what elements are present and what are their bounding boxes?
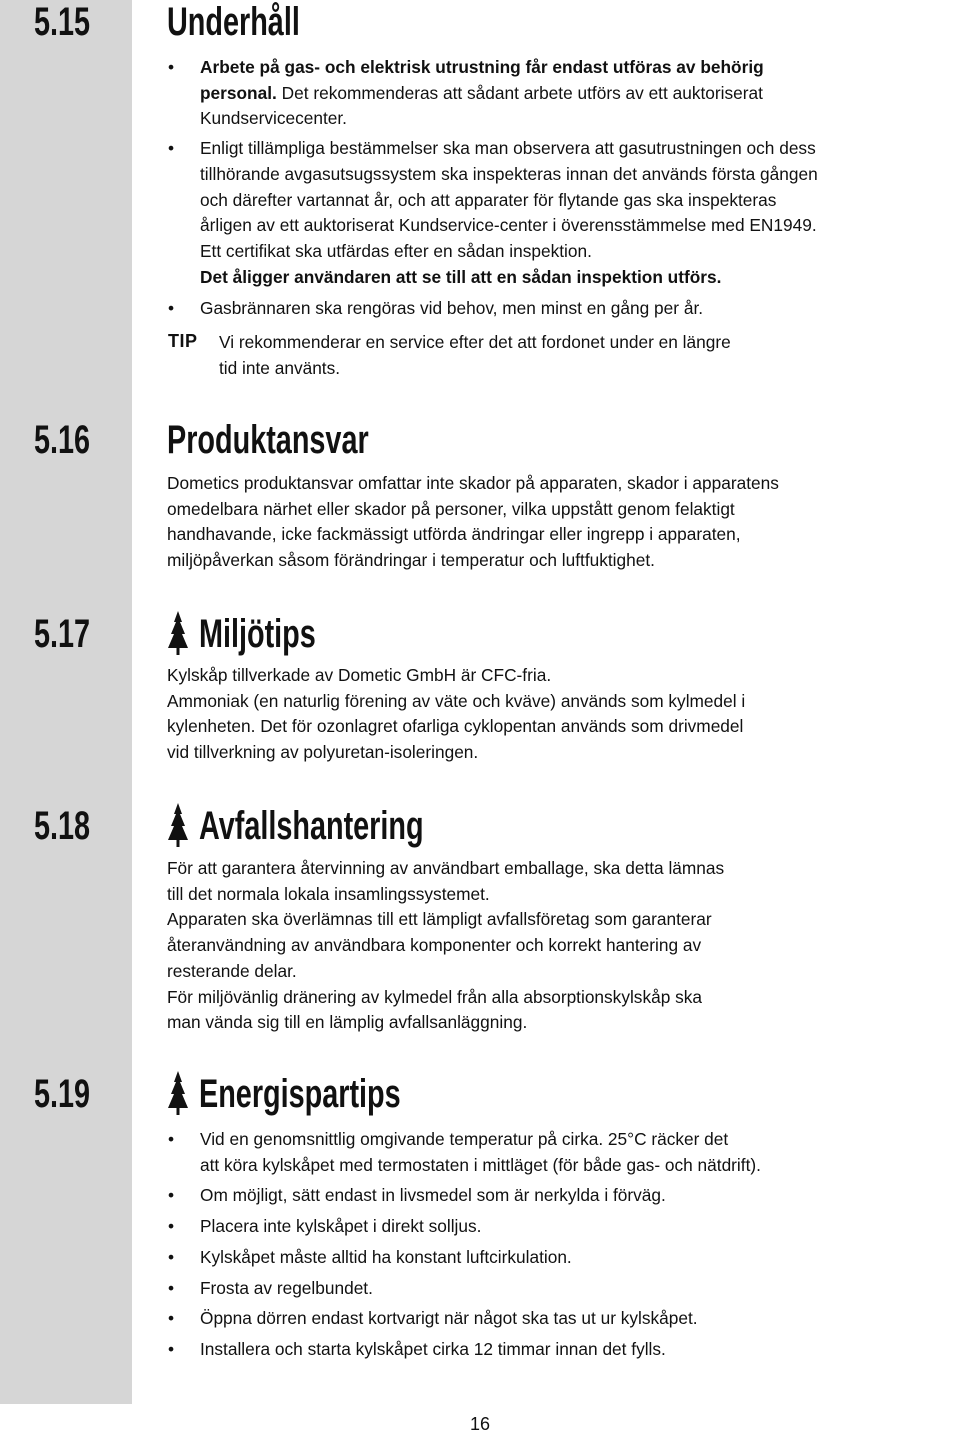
energy-tips-list bbox=[168, 1127, 761, 1363]
list-item: • Enligt tillämpliga bestämmelser ska man observera att gasutrustningen och dess tillhörande avgasutsugssystem ska inspekteras innan det används första gången och därefter vartannat år, och att apparater för flytande gas ska inspekteras årligen av ett auktoriserat Kundservice-center i överensstämmelse med EN1949. Ett certifikat ska utfärdas efter en sådan inspektion. Det åligger användaren att se till att en sådan inspektion utförs. bbox=[168, 138, 818, 287]
environment-paragraph: Kylskåp tillverkade av Dometic GmbH är CFC-fria. Ammoniak (en naturlig förening av väte och kväve) används som kylmedel i kylenheten. Det för ozonlagret ofarliga cyklopentan används som drivmedel vid tillverkning av polyuretan-isoleringen. bbox=[167, 665, 746, 763]
section-number-5-15: 5.15 bbox=[34, 0, 91, 44]
tip-label: TIP bbox=[168, 331, 198, 351]
section-number-5-18: 5.18 bbox=[34, 804, 91, 848]
list-item: • Arbete på gas- och elektrisk utrustning får endast utföras av behörig personal. Det rekommenderas att sådant arbete utförs av ett auktoriserat Kundservicecenter. bbox=[168, 57, 764, 129]
section-title-energispartips: Energispartips bbox=[199, 1072, 401, 1116]
page-number: 16 bbox=[469, 1414, 491, 1434]
section-title-produktansvar: Produktansvar bbox=[167, 418, 369, 462]
list-item: • Placera inte kylskåpet i direkt solljus. bbox=[168, 1216, 482, 1237]
section-number-5-16: 5.16 bbox=[34, 418, 91, 462]
section-number-5-19: 5.19 bbox=[34, 1072, 91, 1116]
tip-text: Vi rekommenderar en service efter det att fordonet under en längre tid inte använts. bbox=[219, 332, 731, 378]
section-title-underhall: Underhåll bbox=[167, 0, 300, 44]
list-item: • Frosta av regelbundet. bbox=[168, 1277, 373, 1298]
tree-icon bbox=[167, 802, 189, 848]
margin-gutter bbox=[0, 0, 132, 1404]
list-item: • Kylskåpet måste alltid ha konstant luftcirkulation. bbox=[168, 1246, 572, 1267]
tree-icon bbox=[167, 1070, 189, 1116]
maintenance-list bbox=[168, 55, 818, 322]
section-title-avfallshantering: Avfallshantering bbox=[199, 804, 424, 848]
product-liability-paragraph: Dometics produktansvar omfattar inte skador på apparaten, skador i apparatens omedelbara närhet eller skador på personer, vilka uppstått genom felaktigt handhavande, icke fackmässigt utförda ändringar eller ingrepp i apparaten, miljöpåverkan såsom förändringar i temperatur och luftfuktighet. bbox=[167, 473, 779, 571]
section-number-5-17: 5.17 bbox=[34, 612, 91, 656]
list-item: • Gasbrännaren ska rengöras vid behov, men minst en gång per år. bbox=[168, 298, 704, 319]
list-item: • Öppna dörren endast kortvarigt när något ska tas ut ur kylskåpet. bbox=[168, 1308, 698, 1329]
waste-paragraph: För att garantera återvinning av användbart emballage, ska detta lämnas till det normala lokala insamlingssystemet. Apparaten ska överlämnas till ett lämpligt avfallsföretag som garanterar återanvändning av användbara komponenter och korrekt hantering av resterande delar. För miljövänlig dränering av kylmedel från alla absorptionskylskåp ska man vända sig till en lämplig avfallsanläggning. bbox=[167, 858, 725, 1033]
section-title-miljotips: Miljötips bbox=[199, 612, 316, 656]
list-item: • Vid en genomsnittlig omgivande temperatur på cirka. 25°C räcker det att köra kylskåpet med termostaten i mittläget (för både gas- och nätdrift). bbox=[168, 1129, 761, 1175]
tree-icon bbox=[167, 610, 189, 656]
list-item: • Installera och starta kylskåpet cirka 12 timmar innan det fylls. bbox=[168, 1338, 666, 1359]
list-item: • Om möjligt, sätt endast in livsmedel som är nerkylda i förväg. bbox=[168, 1185, 666, 1206]
